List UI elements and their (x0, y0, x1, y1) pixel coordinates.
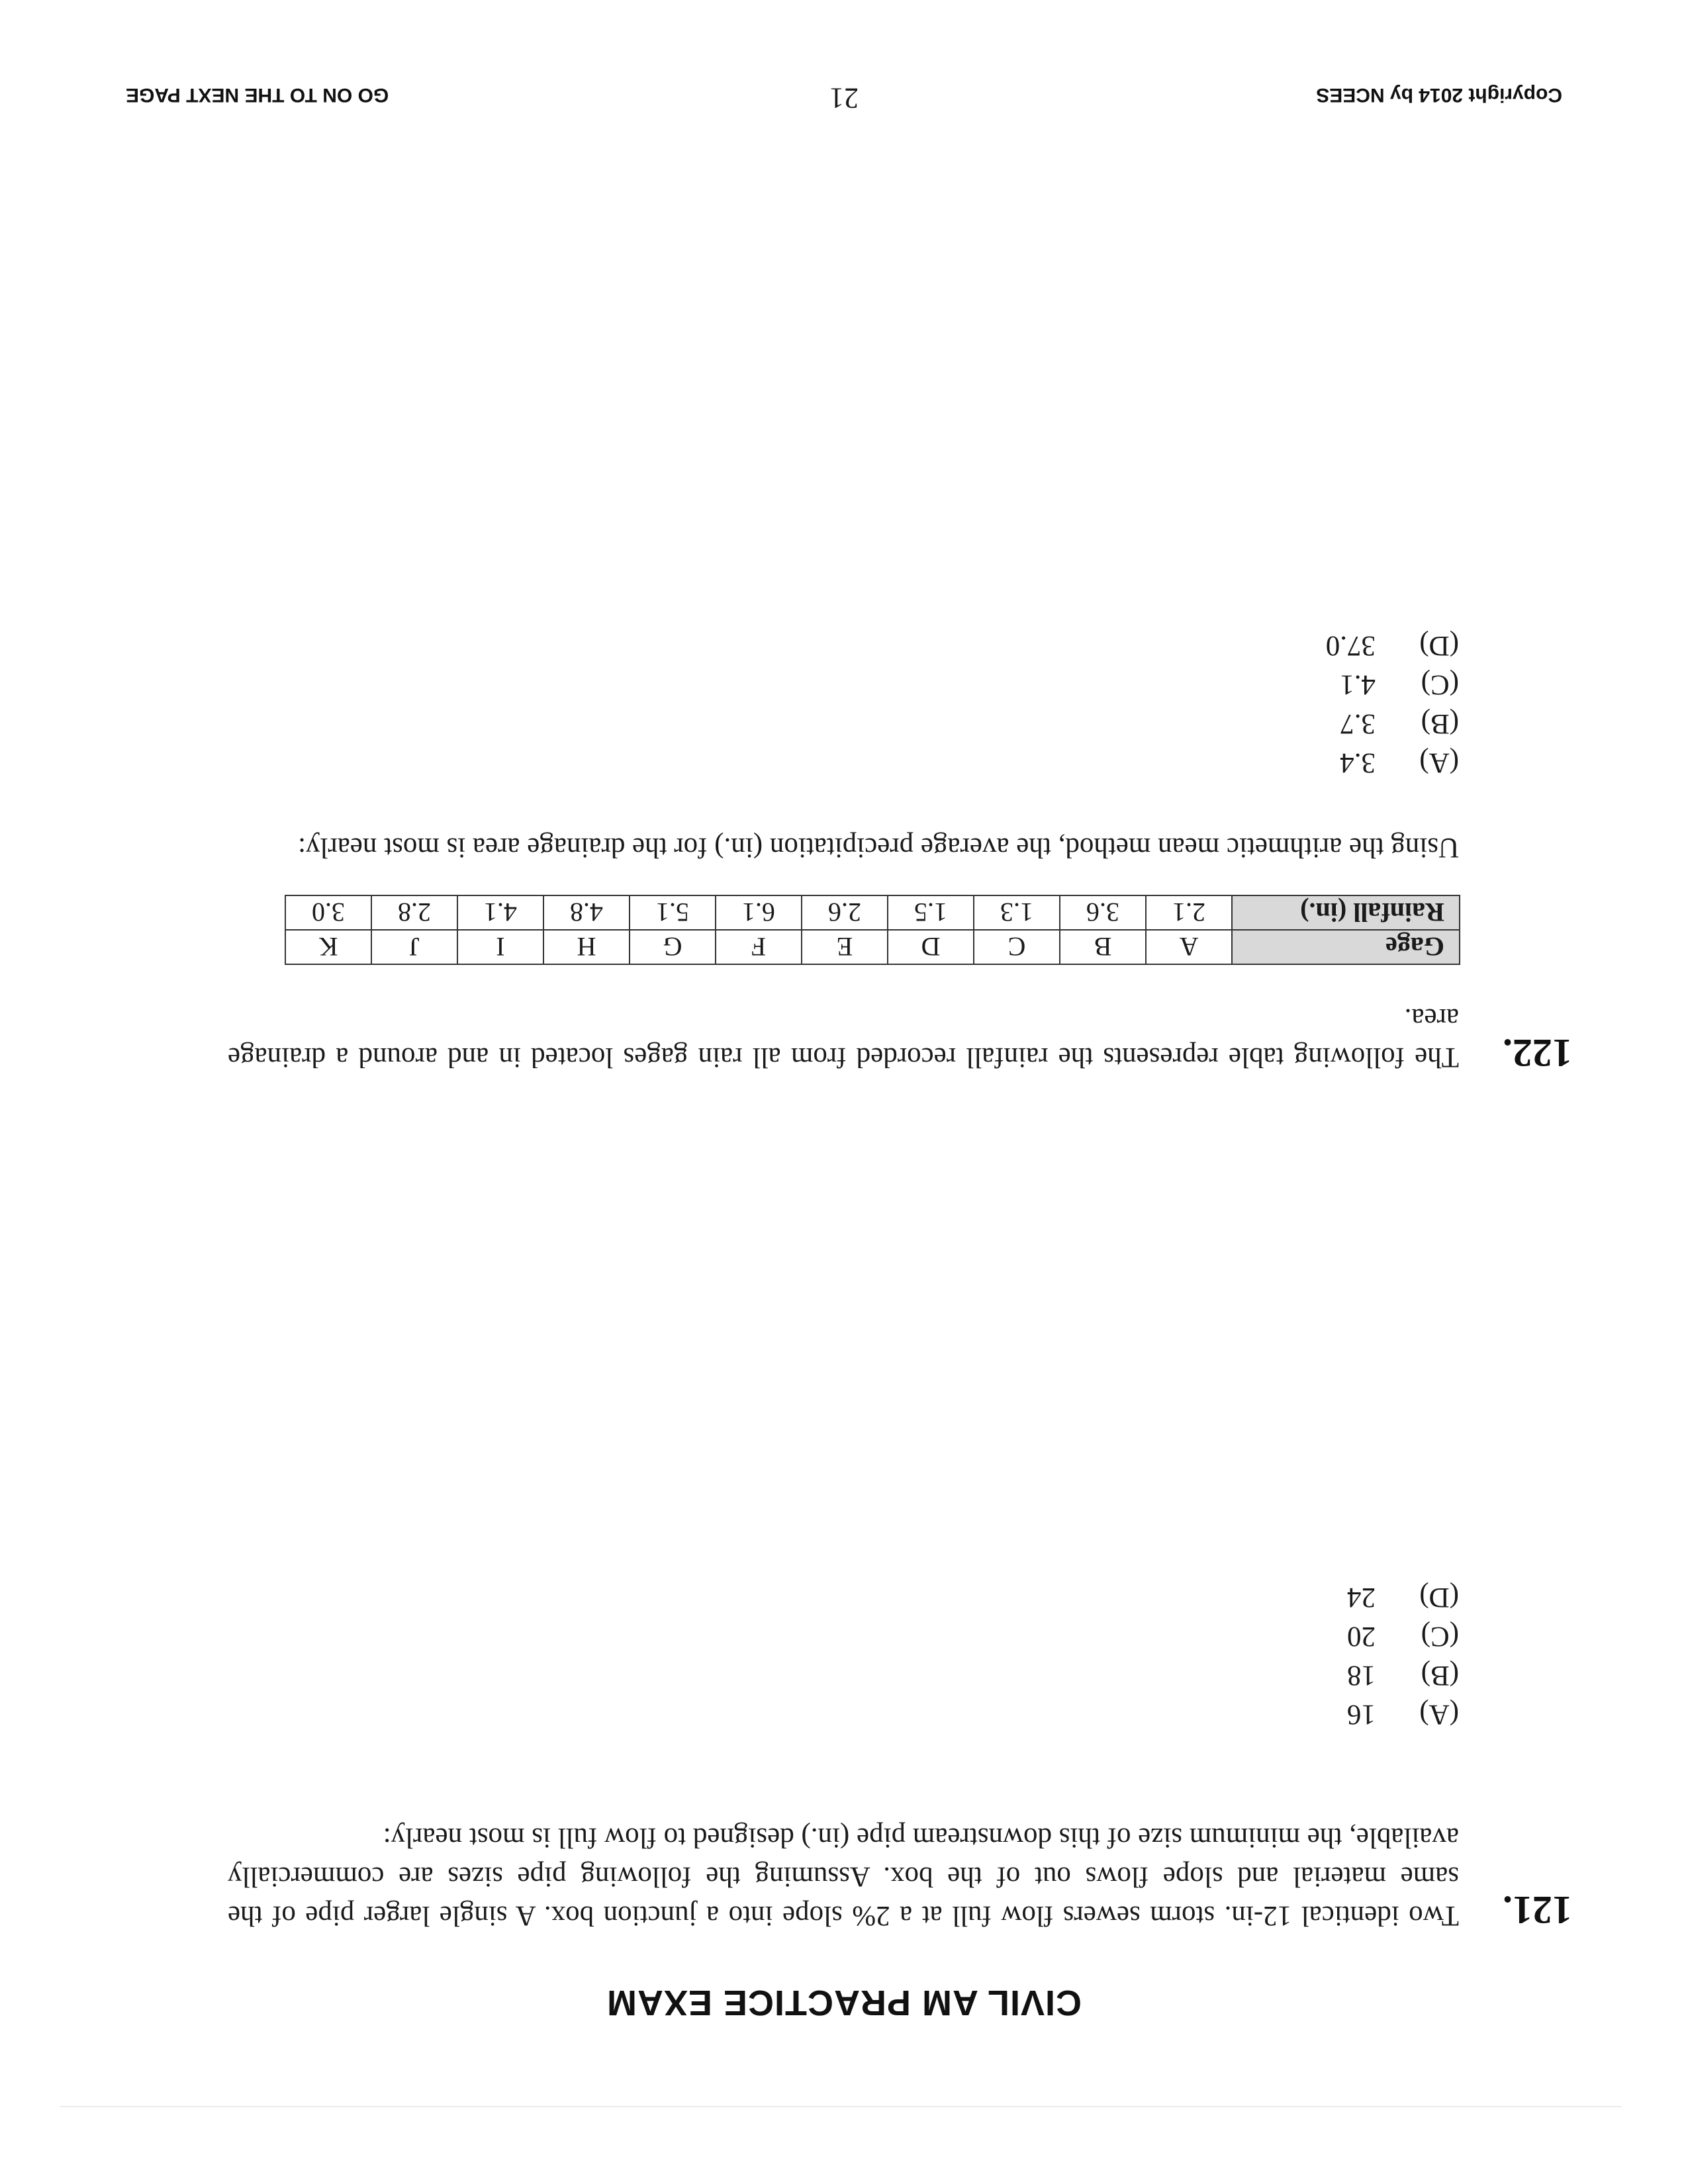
choice-letter: (A) (1419, 747, 1459, 778)
question-122-choices (1326, 626, 1459, 782)
choice-letter: (C) (1421, 1621, 1459, 1652)
gage-row (285, 930, 1460, 964)
question-121-text: Two identical 12-in. storm sewers flow full at a 2% slope into a junction box. A single larger pipe of the same material and slope flows out of the box. Assuming the following pipe sizes are commercially available, the minimum size of this downstream pipe (in.) designed to flow full is most nearly: (228, 1822, 1459, 1931)
choice-value: 4.1 (1340, 669, 1376, 700)
question-122-number: 122. (1503, 1031, 1572, 1075)
gage-cell: A (1146, 930, 1232, 964)
gage-cell: I (457, 930, 543, 964)
scan-artifact-line (60, 2106, 1622, 2107)
rainfall-table (285, 895, 1460, 965)
rainfall-header: Rainfall (in.) (1232, 895, 1460, 930)
copyright-notice: Copyright 2014 by NCEES (1316, 84, 1562, 106)
rainfall-cell: 3.6 (1060, 895, 1146, 930)
choice-121-a[interactable] (1347, 1695, 1459, 1734)
rainfall-cell: 2.6 (802, 895, 888, 930)
choice-122-c[interactable] (1326, 665, 1459, 704)
gage-cell: E (802, 930, 888, 964)
gage-cell: C (974, 930, 1060, 964)
choice-value: 3.7 (1340, 708, 1376, 739)
rainfall-cell: 4.8 (543, 895, 630, 930)
choice-letter: (B) (1421, 1660, 1459, 1691)
question-122-text: The following table represents the rainfall recorded from all rain gages located in and around a drainage area. (228, 1003, 1459, 1073)
rainfall-cell: 1.3 (974, 895, 1060, 930)
rainfall-row (285, 895, 1460, 930)
choice-letter: (C) (1421, 669, 1459, 700)
question-121-choices (1347, 1578, 1459, 1734)
question-121-number: 121. (1503, 1888, 1572, 1932)
next-page-notice: GO ON TO THE NEXT PAGE (126, 84, 389, 106)
rainfall-cell: 1.5 (888, 895, 974, 930)
choice-value: 24 (1347, 1582, 1376, 1613)
page-title: CIVIL AM PRACTICE EXAM (606, 1983, 1082, 2023)
choice-value: 37.0 (1325, 630, 1376, 661)
gage-cell: F (716, 930, 802, 964)
rainfall-cell: 6.1 (716, 895, 802, 930)
choice-value: 3.4 (1340, 747, 1376, 778)
gage-cell: K (285, 930, 371, 964)
choice-letter: (D) (1419, 1582, 1459, 1613)
choice-letter: (B) (1421, 708, 1459, 739)
question-122-prompt: Using the arithmetic mean method, the average precipitation (in.) for the drainage area is most nearly: (298, 832, 1459, 863)
choice-121-d[interactable] (1347, 1578, 1459, 1617)
gage-cell: J (371, 930, 457, 964)
rainfall-cell: 3.0 (285, 895, 371, 930)
choice-value: 18 (1347, 1660, 1376, 1691)
rainfall-cell: 5.1 (630, 895, 716, 930)
choice-letter: (A) (1419, 1699, 1459, 1730)
choice-value: 20 (1347, 1621, 1376, 1652)
choice-122-d[interactable] (1326, 626, 1459, 665)
gage-header: Gage (1232, 930, 1460, 964)
choice-121-b[interactable] (1347, 1656, 1459, 1695)
rainfall-cell: 4.1 (457, 895, 543, 930)
choice-121-c[interactable] (1347, 1617, 1459, 1656)
gage-cell: H (543, 930, 630, 964)
rainfall-cell: 2.1 (1146, 895, 1232, 930)
choice-letter: (D) (1419, 630, 1459, 661)
page-number: 21 (829, 82, 859, 114)
gage-cell: D (888, 930, 974, 964)
choice-122-a[interactable] (1326, 743, 1459, 782)
rainfall-cell: 2.8 (371, 895, 457, 930)
choice-value: 16 (1347, 1699, 1376, 1730)
gage-cell: G (630, 930, 716, 964)
choice-122-b[interactable] (1326, 704, 1459, 743)
gage-cell: B (1060, 930, 1146, 964)
